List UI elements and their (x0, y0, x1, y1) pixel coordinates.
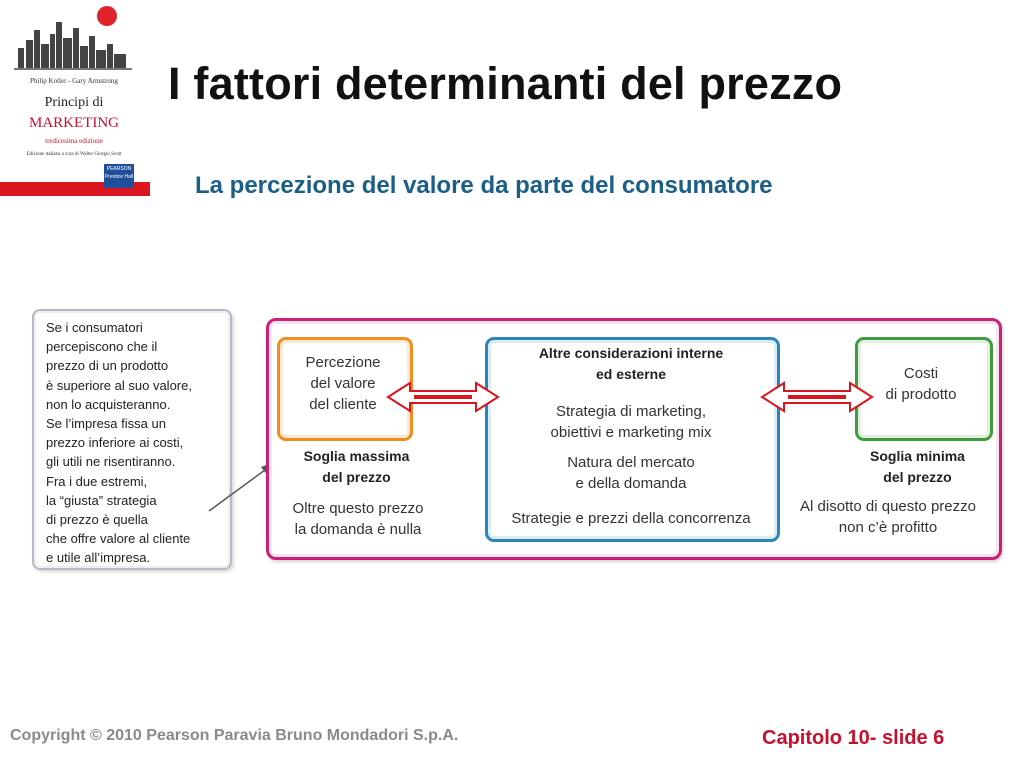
slide-title: I fattori determinanti del prezzo (168, 58, 843, 109)
book-cover (0, 0, 150, 200)
footer-copyright: Copyright © 2010 Pearson Paravia Bruno Mondadori S.p.A. (10, 727, 459, 744)
max-threshold-label: Soglia massima del prezzo (303, 448, 410, 485)
note-text: Se i consumatori percepiscono che il prezzo di un prodotto è superiore al suo valore, non lo acquisteranno. Se l’impresa fissa un prezzo inferiore ai costi, gli utili ne risentiranno. Fra i due estremi, la “giusta” strategia di prezzo è quella che offre valore al cliente e utile all’impresa. (46, 320, 192, 566)
book-imprint: Prentice Hall (104, 174, 134, 180)
max-threshold-note: Oltre questo prezzo la domanda è nulla (292, 500, 424, 538)
slide-subtitle: La percezione del valore da parte del consumatore (195, 172, 773, 199)
min-threshold-note: Al disotto di questo prezzo non c’è profitto (800, 498, 976, 536)
min-threshold-label: Soglia minima del prezzo (870, 448, 965, 485)
book-publisher: PEARSON (106, 166, 132, 172)
other-item-market-nature: Natura del mercato e della domanda (567, 454, 695, 492)
note-box (32, 309, 232, 570)
other-item-competition: Strategie e prezzi della concorrenza (511, 510, 751, 527)
book-authors: Philip Kotler - Gary Armstrong (30, 77, 118, 85)
perception-box-text: Percezione del valore del cliente (305, 354, 381, 413)
other-considerations-title: Altre considerazioni interne ed esterne (538, 345, 724, 382)
book-title-line2: MARKETING (29, 115, 119, 131)
book-edition: tredicesima edizione (45, 137, 103, 145)
costs-box-text: Costi di prodotto (885, 365, 957, 403)
book-title-line1: Principi di (44, 95, 104, 110)
book-editor-note: Edizione italiana a cura di Walter Giorgio Scott (26, 152, 122, 157)
footer-slide-ref: Capitolo 10- slide 6 (762, 727, 945, 749)
other-item-marketing-strategy: Strategia di marketing, obiettivi e marketing mix (550, 403, 712, 441)
